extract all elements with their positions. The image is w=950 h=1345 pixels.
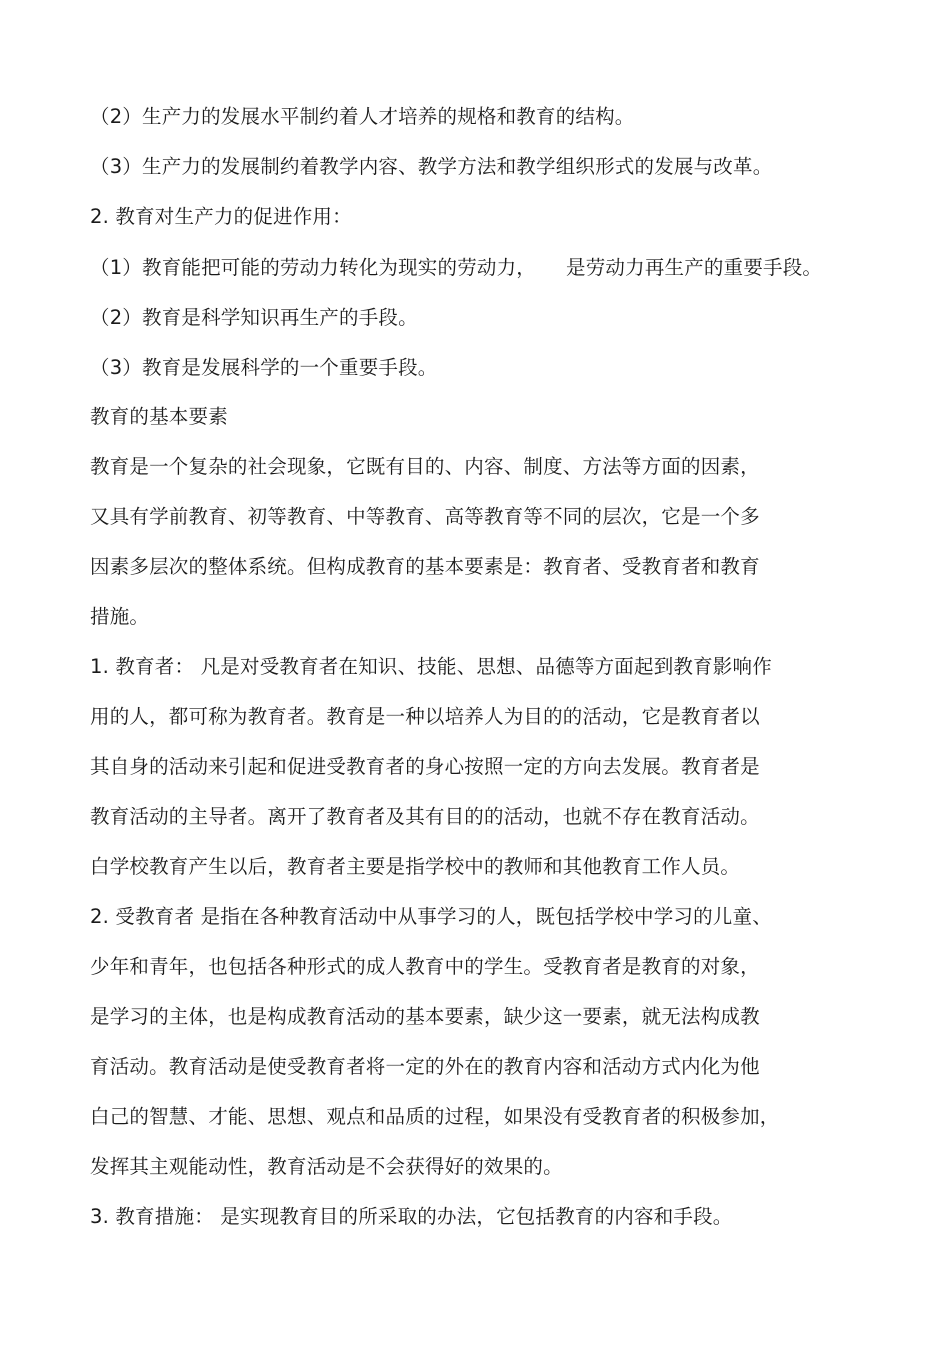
paragraph-line: 教育是一个复杂的社会现象，它既有目的、内容、制度、方法等方面的因素， xyxy=(90,455,760,478)
paragraph-line: 教育活动的主导者。离开了教育者及其有目的的活动，也就不存在教育活动。 xyxy=(90,805,760,828)
section-heading-education-promotes: 2. 教育对生产力的促进作用： xyxy=(90,205,352,228)
paragraph-line: 又具有学前教育、初等教育、中等教育、高等教育等不同的层次，它是一个多 xyxy=(90,505,760,528)
paragraph-line: 白学校教育产生以后，教育者主要是指学校中的教师和其他教育工作人员。 xyxy=(90,855,741,878)
text-line-education-1-part-b: 是劳动力再生产的重要手段。 xyxy=(566,256,823,279)
paragraph-line: 因素多层次的整体系统。但构成教育的基本要素是：教育者、受教育者和教育 xyxy=(90,555,760,578)
paragraph-line: 发挥其主观能动性，教育活动是不会获得好的效果的。 xyxy=(90,1155,563,1178)
paragraph-line: 白己的智慧、才能、思想、观点和品质的过程，如果没有受教育者的积极参加， xyxy=(90,1105,780,1128)
paragraph-line: 措施。 xyxy=(90,605,150,628)
paragraph-line: 是学习的主体，也是构成教育活动的基本要素，缺少这一要素，就无法构成教 xyxy=(90,1005,760,1028)
text-line-education-3: （3）教育是发展科学的一个重要手段。 xyxy=(90,356,438,379)
text-line-education-2: （2）教育是科学知识再生产的手段。 xyxy=(90,306,418,329)
text-line-education-1 xyxy=(90,256,822,280)
paragraph-line-educator: 1. 教育者： 凡是对受教育者在知识、技能、思想、品德等方面起到教育影响作 xyxy=(90,655,772,678)
paragraph-line-learner: 2. 受教育者 是指在各种教育活动中从事学习的人，既包括学校中学习的儿童、 xyxy=(90,905,772,928)
paragraph-line: 用的人，都可称为教育者。教育是一种以培养人为目的的活动，它是教育者以 xyxy=(90,705,760,728)
paragraph-line: 少年和青年，也包括各种形式的成人教育中的学生。受教育者是教育的对象， xyxy=(90,955,760,978)
paragraph-line-measures: 3. 教育措施： 是实现教育目的所采取的办法，它包括教育的内容和手段。 xyxy=(90,1205,733,1228)
paragraph-line: 育活动。教育活动是使受教育者将一定的外在的教育内容和活动方式内化为他 xyxy=(90,1055,760,1078)
text-line-productivity-3: （3）生产力的发展制约着教学内容、教学方法和教学组织形式的发展与改革。 xyxy=(90,155,773,178)
text-line-productivity-2: （2）生产力的发展水平制约着人才培养的规格和教育的结构。 xyxy=(90,105,635,128)
section-heading-basic-elements: 教育的基本要素 xyxy=(90,405,228,428)
text-line-education-1-part-a: （1）教育能把可能的劳动力转化为现实的劳动力， xyxy=(90,256,537,279)
paragraph-line: 其自身的活动来引起和促进受教育者的身心按照一定的方向去发展。教育者是 xyxy=(90,755,760,778)
